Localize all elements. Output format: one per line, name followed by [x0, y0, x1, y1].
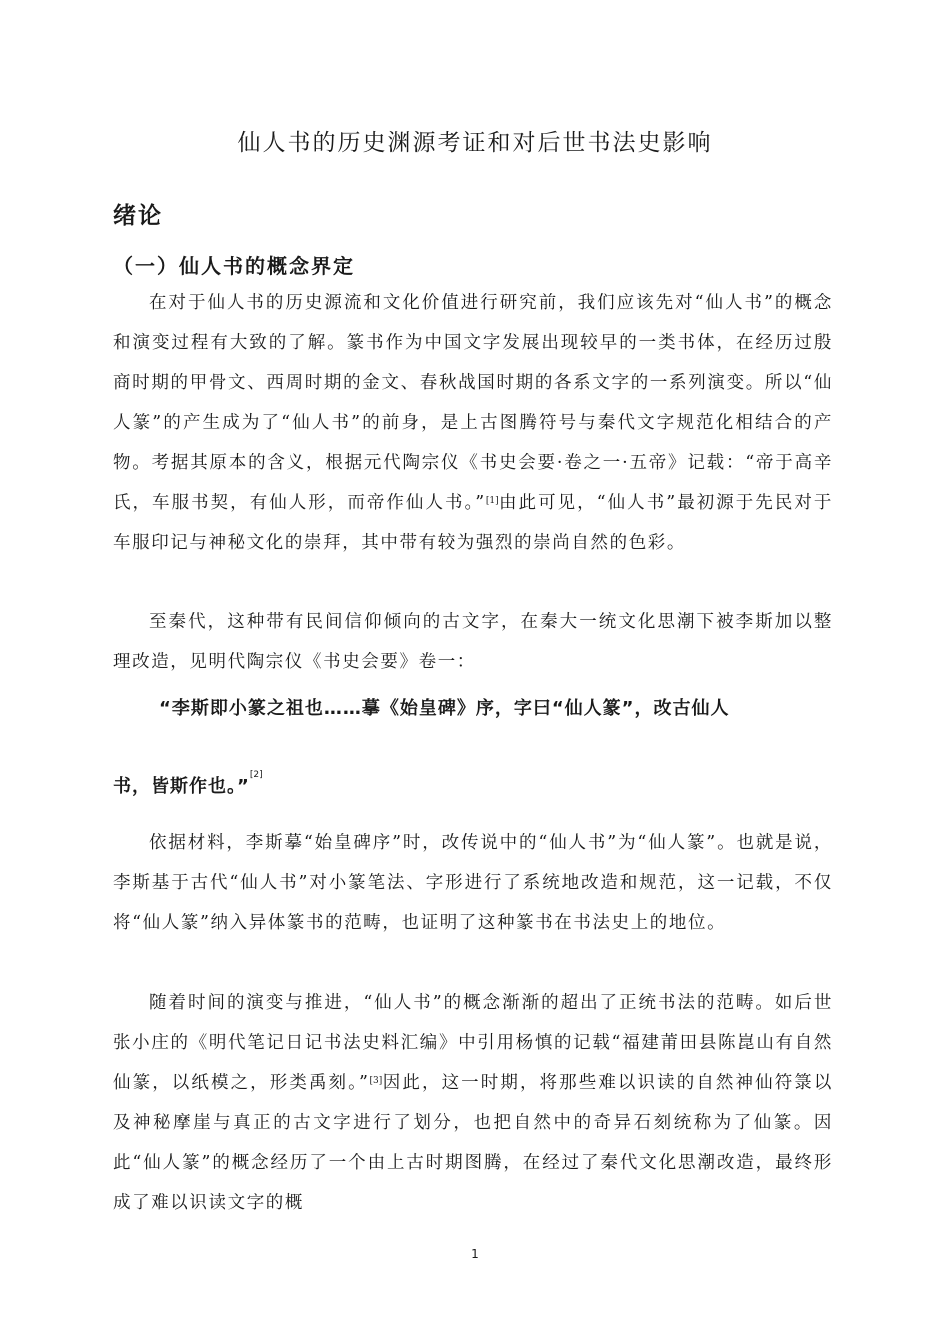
paragraph-1-text: 在对于仙人书的历史源流和文化价值进行研究前，我们应该先对“仙人书”的概念和演变过程有大致的了解。篆书作为中国文字发展出现较早的一类书体，在经历过殷商时期的甲骨文、西周时期的金文、春秋战国时期的各系文字的一系列演变。所以“仙人篆”的产生成为了“仙人书”的前身，是上古图腾符号与秦代文字规范化相结合的产物。考据其原本的含义，根据元代陶宗仪《书史会要·卷之一·五帝》记载：“帝于高辛氏，车服书契，有仙人形，而帝作仙人书。” [113, 293, 833, 513]
quote-line-2-text: 书，皆斯作也。” [113, 776, 250, 797]
citation-2: [2] [249, 770, 263, 780]
paragraph-3: 依据材料，李斯摹“始皇碑序”时，改传说中的“仙人书”为“仙人篆”。也就是说，李斯基于古代“仙人书”对小篆笔法、字形进行了系统地改造和规范，这一记载，不仅将“仙人篆”纳入异体篆书的范畴，也证明了这种篆书在书法史上的地位。 [113, 833, 833, 933]
citation-3: [3] [369, 1076, 383, 1086]
subsection-heading: （一）仙人书的概念界定 [113, 254, 355, 278]
section-heading: 绪论 [113, 203, 163, 229]
citation-1: [1] [485, 496, 499, 506]
document-title: 仙人书的历史渊源考证和对后世书法史影响 [237, 130, 713, 156]
quote-line-1: “李斯即小篆之祖也……摹《始皇碑》序，字曰“仙人篆”，改古仙人 [159, 698, 730, 719]
quote-line-2 [113, 772, 833, 798]
paragraph-2: 至秦代，这种带有民间信仰倾向的古文字，在秦大一统文化思潮下被李斯加以整理改造，见明代陶宗仪《书史会要》卷一： [113, 612, 833, 672]
paragraph-1-tail: 由此可见，“仙人书”最初源于先民对于车服印记与神秘文化的崇拜，其中带有较为强烈的崇尚自然的色彩。 [113, 493, 833, 553]
paragraph-1 [113, 283, 833, 563]
page-number: 1 [471, 1247, 479, 1261]
paragraph-4 [113, 983, 833, 1223]
paragraph-4-tail: 因此，这一时期，将那些难以识读的自然神仙符箓以及神秘摩崖与真正的古文字进行了划分，也把自然中的奇异石刻统称为了仙篆。因此“仙人篆”的概念经历了一个由上古时期图腾，在经过了秦代文化思潮改造，最终形成了难以识读文字的概 [113, 1073, 833, 1213]
paragraph-4-text: 随着时间的演变与推进，“仙人书”的概念渐渐的超出了正统书法的范畴。如后世张小庄的《明代笔记日记书法史料汇编》中引用杨慎的记载“福建莆田县陈崑山有自然仙篆，以纸模之，形类禹刻。” [113, 993, 833, 1093]
